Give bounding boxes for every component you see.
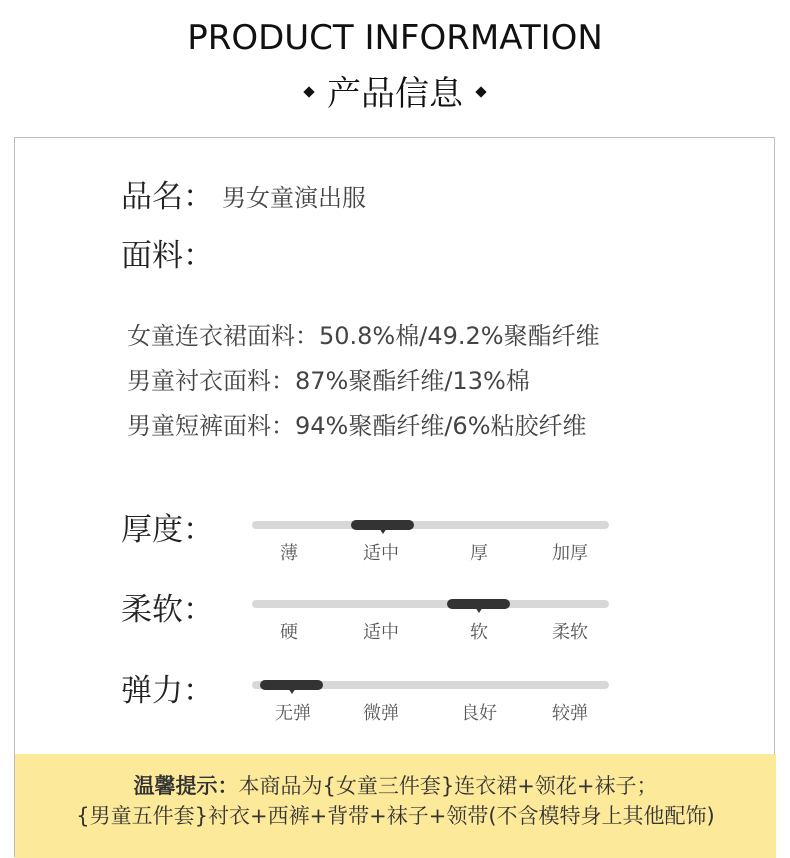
- scale-option: 较弹: [552, 703, 588, 724]
- scale-option: 软: [470, 622, 488, 643]
- scale-option: 加厚: [552, 543, 588, 564]
- scale-track: [252, 521, 609, 529]
- scale-option: 适中: [363, 622, 399, 643]
- subtitle-text: 产品信息: [327, 74, 463, 114]
- fabric-line: 男童短裤面料：94%聚酯纤维/6%粘胶纤维: [127, 412, 587, 440]
- scale-option: 良好: [461, 703, 497, 724]
- fabric-label: 面料：: [121, 238, 214, 274]
- scale-label: 厚度：: [121, 512, 214, 548]
- scale-indicator: [447, 599, 510, 609]
- header-title: PRODUCT INFORMATION: [187, 18, 603, 58]
- fabric-line: 女童连衣裙面料：50.8%棉/49.2%聚酯纤维: [127, 322, 600, 350]
- scale-option: 无弹: [275, 703, 311, 724]
- scale-option: 柔软: [552, 622, 588, 643]
- scale-option: 厚: [470, 543, 488, 564]
- name-value: 男女童演出服: [222, 184, 366, 212]
- scale-option: 微弹: [363, 703, 399, 724]
- scale-option: 薄: [280, 543, 298, 564]
- diamond-right-icon: [475, 86, 486, 97]
- notice-line-1: [15, 770, 776, 800]
- scale-label: 弹力：: [121, 673, 214, 709]
- scale-option: 硬: [280, 622, 298, 643]
- notice-prefix: 温馨提示：: [133, 774, 239, 798]
- scale-indicator: [351, 520, 414, 530]
- notice-line-2: {男童五件套}衬衣+西裤+背带+袜子+领带(不含模特身上其他配饰): [76, 804, 715, 828]
- product-info-card: [14, 137, 775, 857]
- notice-banner: [15, 754, 776, 858]
- scale-indicator: [260, 680, 323, 690]
- scale-label: 柔软：: [121, 592, 214, 628]
- scale-option: 适中: [363, 543, 399, 564]
- header-subtitle: [0, 66, 790, 115]
- fabric-line: 男童衬衣面料：87%聚酯纤维/13%棉: [127, 367, 530, 395]
- scale-track: [252, 681, 609, 689]
- scale-track: [252, 600, 609, 608]
- notice-text-1: 本商品为{女童三件套}连衣裙+领花+袜子；: [238, 774, 658, 798]
- diamond-left-icon: [303, 86, 314, 97]
- name-label: 品名：: [121, 179, 214, 215]
